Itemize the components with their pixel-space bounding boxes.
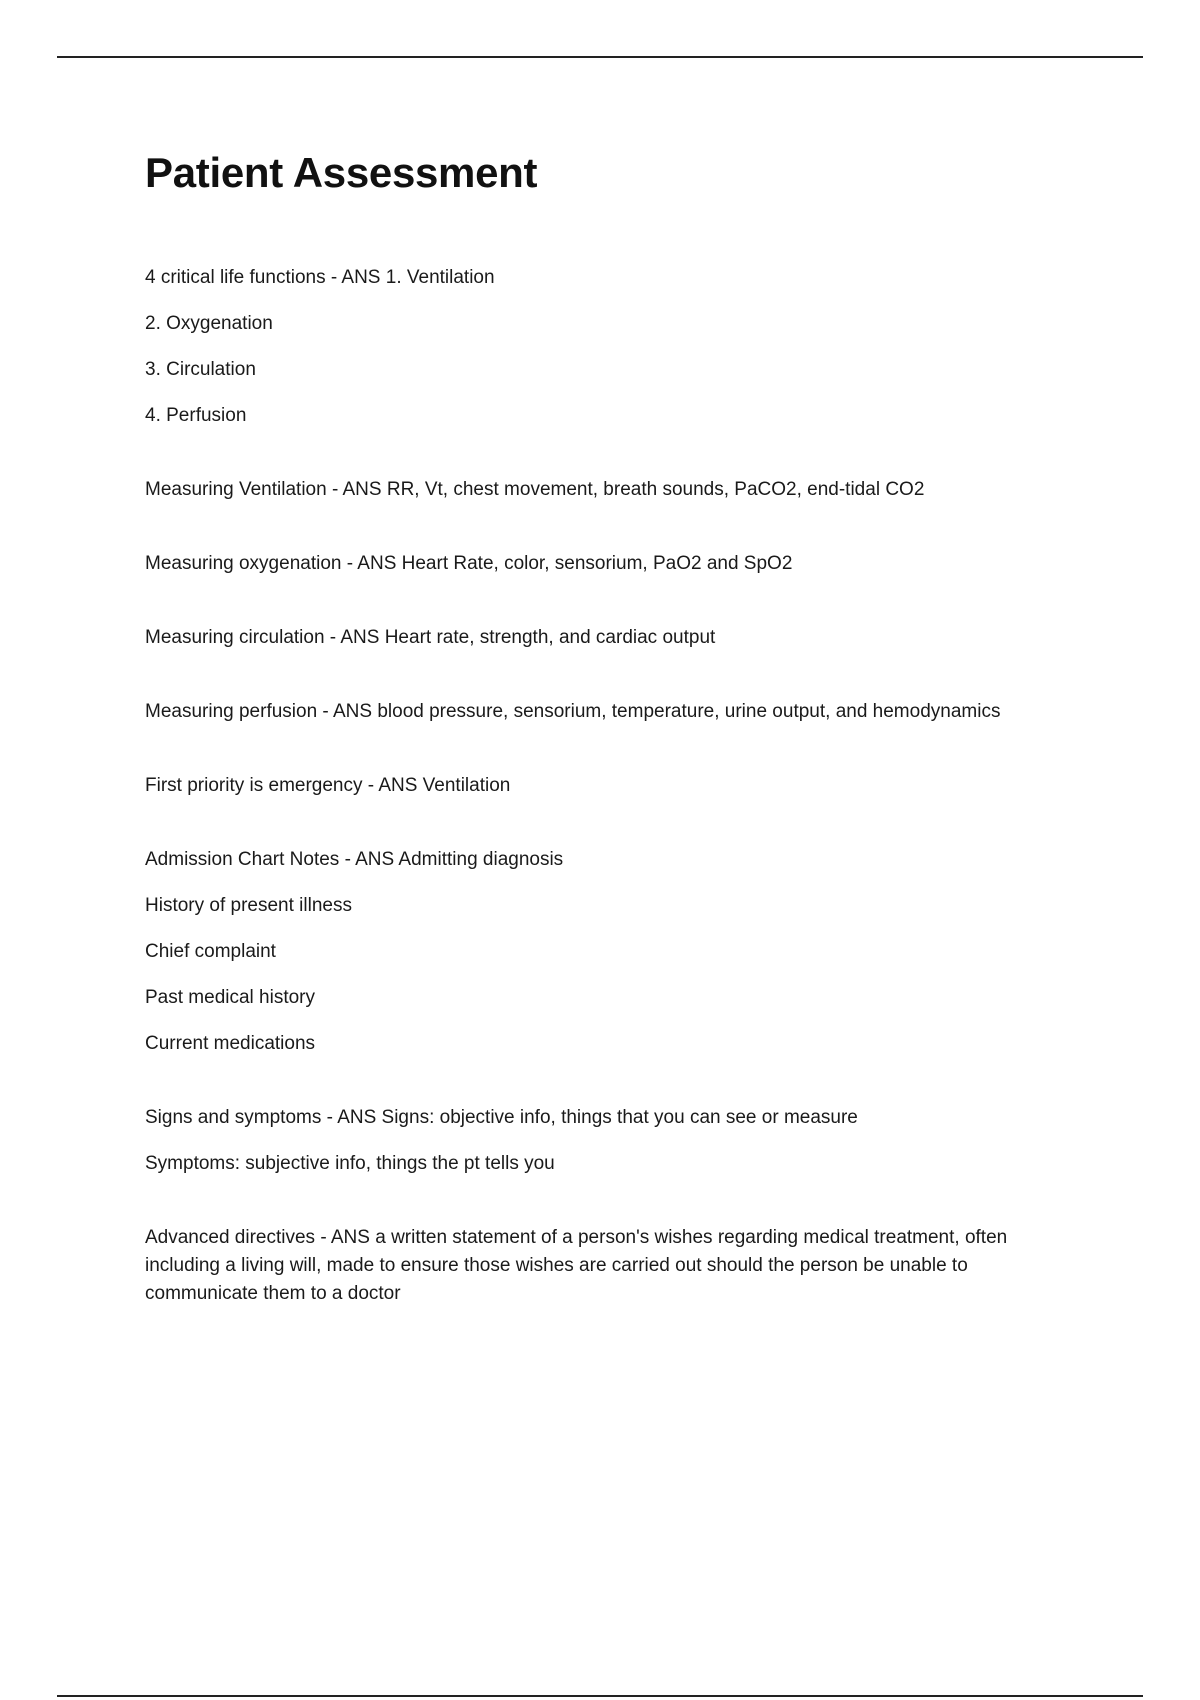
entry-line: Advanced directives - ANS a written statement of a person's wishes regarding medical treatment, often including a living will, made to ensure those wishes are carried out should the person be unable to communicate them to a doctor	[145, 1227, 1008, 1304]
entry-line: Measuring Ventilation - ANS RR, Vt, chest movement, breath sounds, PaCO2, end-tidal CO2	[145, 479, 925, 500]
entry-measuring-oxygenation	[145, 550, 1045, 578]
entry-line: 3. Circulation	[145, 359, 256, 380]
entry-line: 2. Oxygenation	[145, 313, 273, 334]
entry-measuring-perfusion	[145, 698, 1045, 726]
entry-signs-and-symptoms	[145, 1104, 1045, 1178]
entry-line: Measuring perfusion - ANS blood pressure, sensorium, temperature, urine output, and hemodynamics	[145, 701, 1001, 722]
entry-line: 4 critical life functions - ANS 1. Ventilation	[145, 267, 495, 288]
entry-line: Measuring circulation - ANS Heart rate, strength, and cardiac output	[145, 627, 716, 648]
entry-line: Chief complaint	[145, 941, 276, 962]
document-body	[145, 146, 1045, 1354]
entry-critical-life-functions	[145, 264, 1045, 430]
top-rule	[57, 56, 1143, 58]
entry-admission-chart-notes	[145, 846, 1045, 1058]
page-title: Patient Assessment	[145, 149, 538, 196]
entry-line: Measuring oxygenation - ANS Heart Rate, color, sensorium, PaO2 and SpO2	[145, 553, 793, 574]
entry-line: 4. Perfusion	[145, 405, 247, 426]
entry-advanced-directives	[145, 1224, 1045, 1308]
entry-first-priority	[145, 772, 1045, 800]
entry-line: Admission Chart Notes - ANS Admitting diagnosis	[145, 849, 564, 870]
entry-line: Current medications	[145, 1033, 316, 1054]
bottom-rule	[57, 1695, 1143, 1697]
entry-line: History of present illness	[145, 895, 352, 916]
entry-measuring-circulation	[145, 624, 1045, 652]
entry-measuring-ventilation	[145, 476, 1045, 504]
entry-line: First priority is emergency - ANS Ventilation	[145, 775, 511, 796]
entry-line: Signs and symptoms - ANS Signs: objective info, things that you can see or measure	[145, 1107, 858, 1128]
entry-line: Symptoms: subjective info, things the pt tells you	[145, 1153, 555, 1174]
entry-line: Past medical history	[145, 987, 316, 1008]
